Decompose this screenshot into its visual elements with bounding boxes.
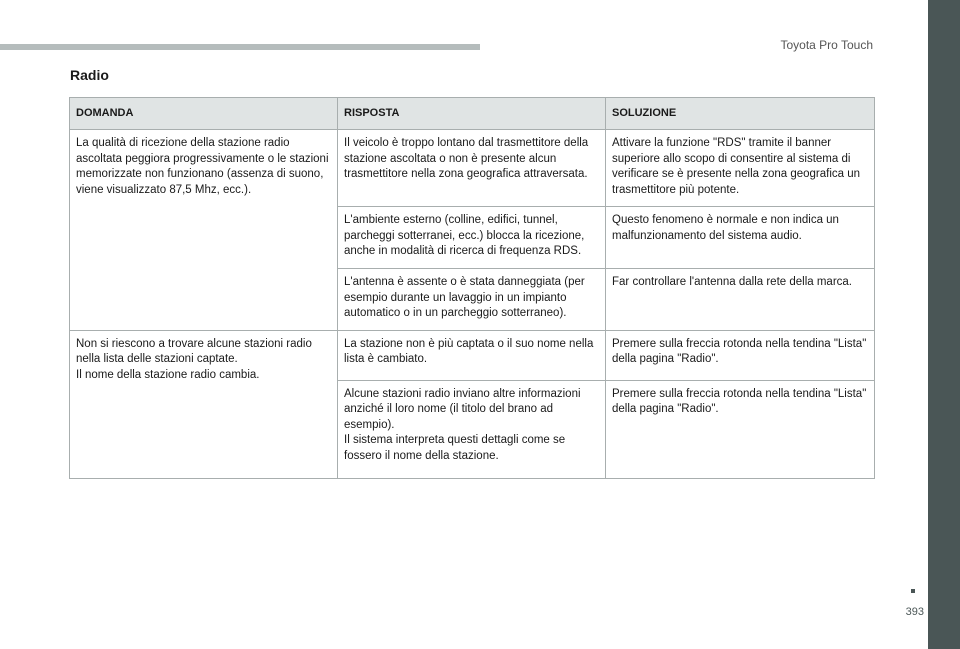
question-text: La qualità di ricezione della stazione radio ascoltata peggiora progressivamente o le stazioni memorizzate non funzionano (assenza di suono, viene visualizzato 87,5 Mhz, ecc.). — [76, 137, 329, 196]
answer-cell — [338, 207, 606, 269]
solution-cell — [606, 207, 875, 269]
side-band — [928, 0, 960, 649]
solution-cell — [606, 330, 875, 380]
answer-text: L'antenna è assente o è stata danneggiata (per esempio durante un lavaggio in un impianto automatico o in un parcheggio sotterraneo). — [344, 276, 585, 319]
solution-text: Questo fenomeno è normale e non indica un malfunzionamento del sistema audio. — [612, 214, 839, 242]
question-cell — [70, 330, 338, 478]
column-header-domanda: DOMANDA — [70, 98, 338, 130]
answer-cell — [338, 380, 606, 478]
question-text: Non si riescono a trovare alcune stazioni radio nella lista delle stazioni captate. Il nome della stazione radio cambia. — [76, 337, 312, 381]
solution-cell — [606, 380, 875, 478]
answer-cell — [338, 130, 606, 207]
column-header-soluzione: SOLUZIONE — [606, 98, 875, 130]
solution-text: Premere sulla freccia rotonda nella tendina "Lista" della pagina "Radio". — [612, 337, 867, 365]
answer-cell — [338, 330, 606, 380]
solution-cell — [606, 130, 875, 207]
solution-text: Attivare la funzione "RDS" tramite il banner superiore allo scopo di consentire al sistema di verificare se è presente nella zona geografica un trasmettitore più potente. — [612, 137, 861, 196]
solution-cell — [606, 269, 875, 331]
column-header-risposta: RISPOSTA — [338, 98, 606, 130]
answer-text: L'ambiente esterno (colline, edifici, tunnel, parcheggi sotterranei, ecc.) blocca la ricezione, anche in modalità di ricerca di frequenza RDS. — [344, 214, 585, 257]
answer-text: Alcune stazioni radio inviano altre informazioni anziché il loro nome (il titolo del brano ad esempio). Il sistema interpreta questi dettagli come se fossero il nome della stazione. — [344, 387, 581, 462]
faq-table — [69, 97, 875, 479]
solution-text: Far controllare l'antenna dalla rete della marca. — [612, 276, 852, 288]
table-row — [70, 330, 875, 380]
answer-text: Il veicolo è troppo lontano dal trasmettitore della stazione ascoltata o non è presente alcun trasmettitore nella zona geografica attraversata. — [344, 137, 589, 180]
table-header-row — [70, 98, 875, 130]
top-rule — [0, 44, 480, 50]
header-title: Toyota Pro Touch — [780, 38, 873, 52]
table-row — [70, 130, 875, 207]
solution-text: Premere sulla freccia rotonda nella tendina "Lista" della pagina "Radio". — [612, 387, 867, 415]
answer-text: La stazione non è più captata o il suo nome nella lista è cambiato. — [344, 337, 594, 365]
question-cell — [70, 130, 338, 331]
answer-cell — [338, 269, 606, 331]
section-title: Radio — [70, 67, 109, 83]
page-number: 393 — [905, 606, 924, 618]
continue-mark — [911, 589, 915, 593]
